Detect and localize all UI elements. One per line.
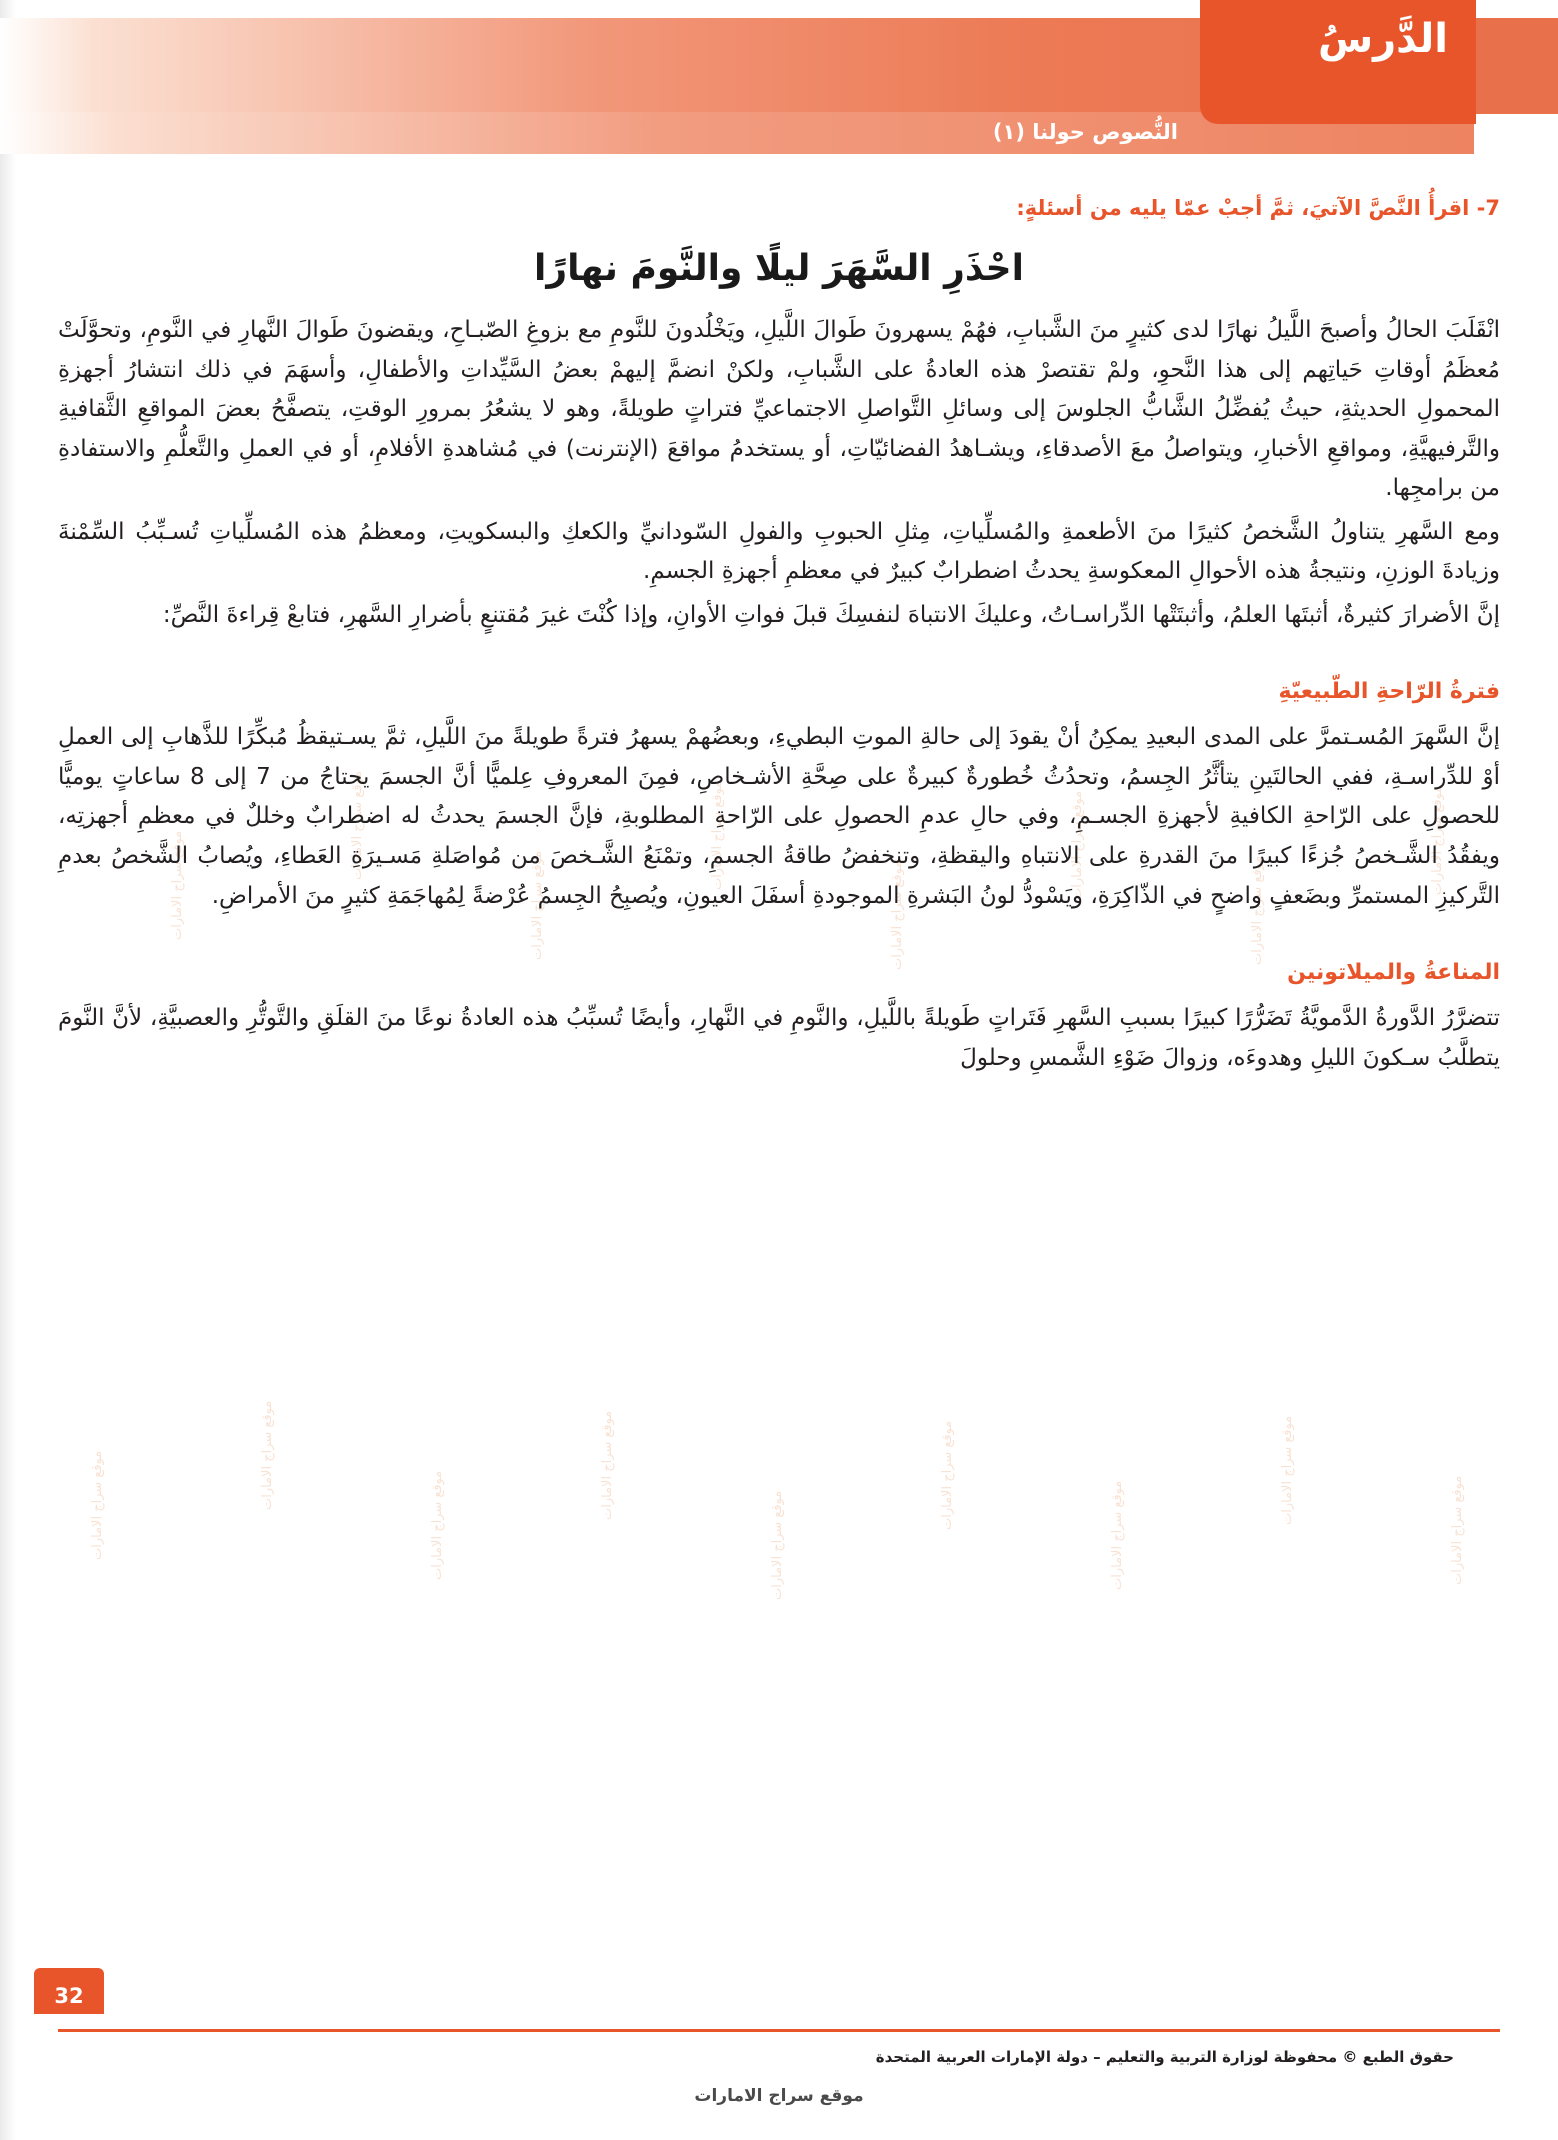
paragraph: ومع السَّهرِ يتناولُ الشَّخصُ كثيرًا منَ الأطعمةِ والمُسلِّياتِ، مِثلِ الحبوبِ والفولِ السّودانيِّ والكعكِ والبسكويتِ، ومعظمُ هذه المُسلِّياتِ تُسـبِّبُ السِّمْنةَ وزيادةَ الوزنِ، ونتيجةُ هذه الأحوالِ المعكوسةِ يحدثُ اضطرابٌ كبيرٌ في معظمِ أجهزةِ الجسمِ. bbox=[58, 518, 1500, 585]
watermark-text: موقع سراج الامارات bbox=[1450, 1475, 1465, 1585]
lesson-label: الدَّرسُ bbox=[1317, 16, 1448, 62]
page-number: 32 bbox=[54, 1984, 84, 2008]
watermark-text: موقع سراج الامارات bbox=[350, 770, 365, 880]
page-edge-shadow bbox=[0, 0, 16, 2140]
watermark-text: موقع سراج الامارات bbox=[890, 860, 905, 970]
document-content bbox=[58, 196, 1500, 2020]
exercise-instruction: 7- اقرأُ النَّصَّ الآتيَ، ثمَّ أجبْ عمّا يليه من أسئلةٍ: bbox=[1016, 196, 1500, 220]
watermark-text: موقع سراج الامارات bbox=[600, 1410, 615, 1520]
watermark-text: موقع سراج الامارات bbox=[710, 780, 725, 890]
watermark-text: موقع سراج الامارات bbox=[1070, 790, 1085, 900]
footer-copyright: حقوق الطبع © محفوظة لوزارة التربية والتعليم – دولة الإمارات العربية المتحدة bbox=[875, 2048, 1454, 2066]
watermark-text: موقع سراج الامارات bbox=[770, 1490, 785, 1600]
footer-divider bbox=[58, 2029, 1500, 2032]
footer-site-name: موقع سراج الامارات bbox=[694, 2086, 864, 2106]
header-subtitle: النُّصوص حولنا (١) bbox=[992, 120, 1178, 144]
paragraph: تتضرَّرُ الدَّورةُ الدَّمويَّةُ تَضَرُّرًا كبيرًا بسببِ السَّهرِ فَتَراتٍ طَويلةً باللَّيلِ، والنَّومِ في النَّهارِ، وأيضًا تُسبِّبُ هذه العادةُ نوعًا منَ القلَقِ والتَّوتُّرِ والعصبيَّةِ، لأنَّ النَّومَ يتطلَّبُ سـكونَ الليلِ وهدوءَه، وزوالَ ضَوْءِ الشَّمسِ وحلولَ bbox=[58, 1005, 1500, 1071]
watermark-text: موقع سراج الامارات bbox=[940, 1420, 955, 1530]
watermark-text: موقع سراج الامارات bbox=[170, 830, 185, 940]
header-band-cap bbox=[1474, 18, 1558, 114]
watermark-text: موقع سراج الامارات bbox=[90, 1450, 105, 1560]
text-title: احْذَرِ السَّهَرَ ليلًا والنَّومَ نهارًا bbox=[534, 248, 1024, 289]
page-number-badge bbox=[34, 1968, 104, 2014]
watermark-text: موقع سراج الامارات bbox=[1430, 785, 1445, 895]
watermark-text: موقع سراج الامارات bbox=[1280, 1415, 1295, 1525]
section-heading-immunity: المناعةُ والميلاتونين bbox=[1287, 960, 1500, 986]
section-heading-rest-period: فترةُ الرّاحةِ الطّبيعيّةِ bbox=[1278, 679, 1500, 705]
watermark-text: موقع سراج الامارات bbox=[530, 850, 545, 960]
paragraph: إنَّ الأضرارَ كثيرةٌ، أثبتَها العلمُ، وأثبتَتْها الدِّراسـاتُ، وعليكَ الانتباهَ لنفسِكَ قبلَ فواتِ الأوانِ، وإذا كُنْتَ غيرَ مُقتنعٍ بأضرارِ السَّهرِ، فتابعْ قِراءةَ النَّصِّ: bbox=[162, 601, 1500, 628]
lesson-tab bbox=[1200, 0, 1476, 124]
paragraph: إنَّ السَّهرَ المُسـتمرَّ على المدى البعيدِ يمكِنُ أنْ يقودَ إلى حالةِ الموتِ البطيءِ، وبعضُهمْ يسهرُ فترةً طويلةً منَ اللَّيلِ، ثمَّ يسـتيقظُ مُبكِّرًا للذَّهابِ إلى العملِ أوْ للدِّراسـةِ، ففي الحالتَينِ يتأثَّرُ الجِسمُ، وتحدُثُ خُطورةٌ كبيرةٌ على صِحَّةِ الأشـخاصِ، فمِنَ المعروفِ عِلميًّا أنَّ الجسمَ يحتاجُ من 7 إلى 8 ساعاتٍ يوميًّا للحصولِ على الرّاحةِ الكافيةِ لأجهزةِ الجسـمِ، وفي حالِ عدمِ الحصولِ على الرّاحةِ المطلوبةِ، فإنَّ الجسمَ يحدثُ له اضطرابٌ وخللٌ في معظمِ أجهزتِه، ويفقُدُ الشَّـخصُ جُزءًا كبيرًا منَ القدرةِ على الانتباهِ واليقظةِ، وتنخفضُ طاقةُ الجسمِ، وتمْنَعُ الشَّـخصَ من مُواصَلةِ مَسـيرَةِ العَطاءِ، ويُصابُ الشَّخصُ بعدمِ التَّركيزِ المستمرِّ وبضَعفٍ واضحٍ في الذّاكِرَةِ، ويَسْودُّ لونُ البَشرةِ الموجودةِ أسفَلَ العيونِ، ويُصبِحُ الجِسمُ عُرْضةً لِمُهاجَمَةِ كثيرٍ منَ الأمراضِ. bbox=[58, 724, 1500, 909]
watermark-text: موقع سراج الامارات bbox=[1110, 1480, 1125, 1590]
watermark-text: موقع سراج الامارات bbox=[430, 1470, 445, 1580]
watermark-text: موقع سراج الامارات bbox=[260, 1400, 275, 1510]
paragraph: انْقَلَبَ الحالُ وأصبحَ اللَّيلُ نهارًا لدى كثيرٍ منَ الشَّبابِ، فهُمْ يسهرونَ طَوالَ اللَّيلِ، ويَخْلُدونَ للنَّومِ مع بزوغِ الصّبـاحِ، ويقضونَ طَوالَ النَّهارِ في النَّومِ، وتحوَّلَتْ مُعظَمُ أوقاتِ حَياتِهم إلى هذا النَّحوِ، ولمْ تقتصرْ هذه العادةُ على الشَّبابِ، ولكنْ انضمَّ إليهمْ بعضُ السَّيِّداتِ والأطفالِ، وأسهَمَ في ذلك انتشارُ أجهزةِ المحمولِ الحديثةِ، حيثُ يُفضِّلُ الشَّابُّ الجلوسَ إلى وسائلِ التَّواصلِ الاجتماعيِّ فتراتٍ طويلةً، وهو لا يشعُرُ بمرورِ الوقتِ، يتصفَّحُ بعضَ المواقعِ الثَّقافيةِ والتَّرفيهيَّةِ، ومواقعِ الأخبارِ، ويتواصلُ معَ الأصدقاءِ، ويشـاهدُ الفضائيّاتِ، أو يستخدمُ مواقعَ (الإنترنت) في مُشاهدةِ الأفلامِ، أو في العملِ والتَّعلُّمِ والاستفادةِ من برامجِها. bbox=[58, 317, 1500, 502]
page-header bbox=[0, 0, 1558, 186]
watermark-text: موقع سراج الامارات bbox=[1250, 855, 1265, 965]
